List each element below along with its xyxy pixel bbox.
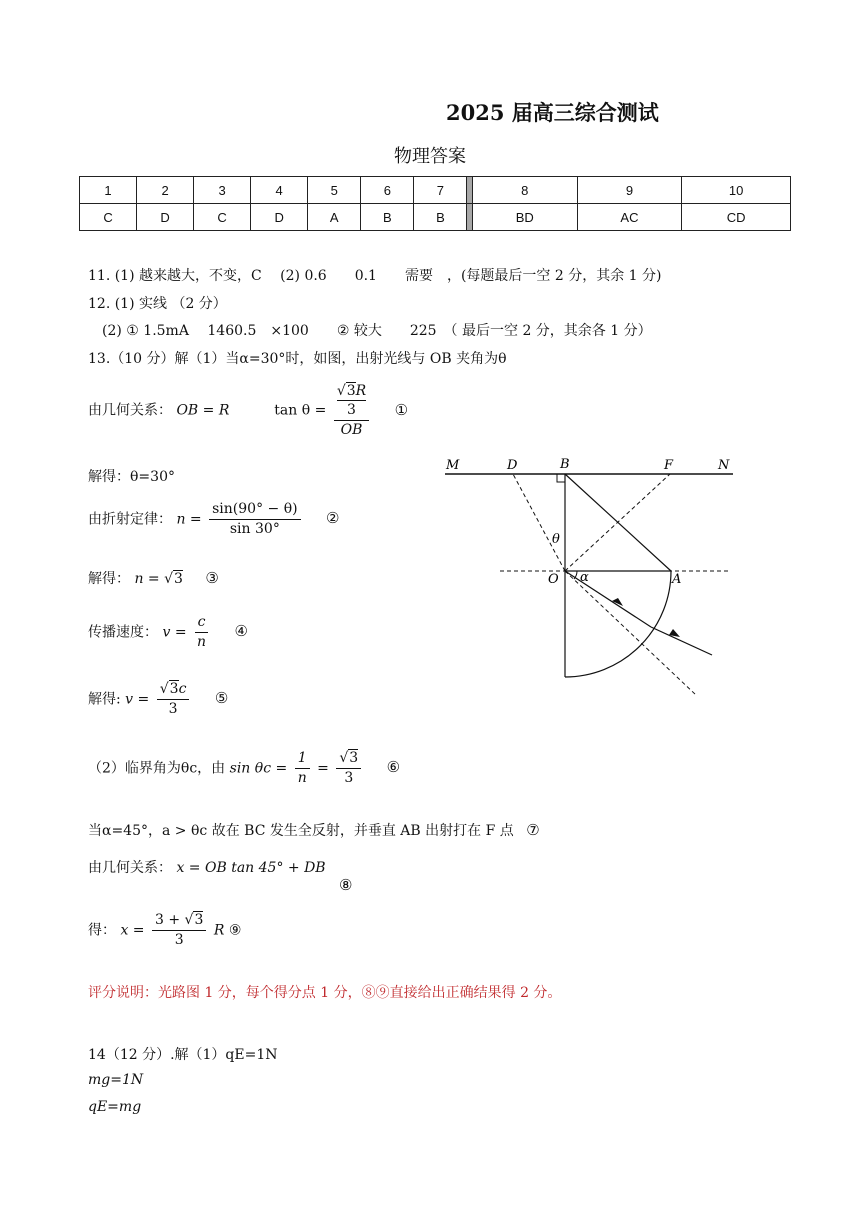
table-cell: A [308,204,361,231]
label-alpha: α [580,570,589,585]
q11-answer: 11. (1) 越来越大，不变，C (2) 0.6 0.1 需要 ，(每题最后一空 2 分，其余 1 分) [88,268,662,284]
label-b: B [560,457,570,472]
answer-table [79,176,791,231]
table-cell: 6 [361,177,414,204]
q14-line2: mg=1N [88,1072,144,1088]
score-mark: ⑧ [339,876,353,894]
q13-solve-v: 解得: v = $\frac{√3c}{3}$ ⑤ [88,681,229,717]
q14-line3: qE=mg [88,1099,142,1115]
fraction: $\frac{3 + √3}{3}$ [152,912,206,949]
score-mark: ③ [205,569,219,587]
fraction: $\frac{c}{n}$ [194,614,209,651]
q13-part2-line: （2）临界角为θc，由 sin θc = $\frac{1}{n}$ = $\frac{√3}{3}$ ⑥ [88,750,401,786]
quarter-arc [565,571,671,677]
label-m: M [446,458,460,473]
table-cell: B [414,204,467,231]
table-row-answers [80,204,791,231]
label-a: A [672,572,682,587]
q13-solve-theta: 解得：θ=30° [88,469,175,485]
table-row-numbers [80,177,791,204]
q13-speed-line: 传播速度： v = $\frac{c}{n}$ ④ [88,614,248,650]
table-cell: D [251,204,308,231]
q13-solve-n: 解得： n = √3 ③ [88,569,219,587]
score-mark: ⑥ [386,758,401,777]
score-mark: ⑤ [214,689,229,708]
page-subtitle: 物理答案 [394,146,466,167]
table-cell: CD [682,204,791,231]
label-n: N [718,458,730,473]
table-cell: AC [577,204,682,231]
label-theta: θ [552,532,560,547]
internal-ray [565,571,651,627]
fraction: $\frac{√3}{3}$ [336,750,361,787]
q12-line1: 12. (1) 实线 （2 分） [88,296,227,312]
table-cell: 5 [308,177,361,204]
score-mark: ⑨ [228,922,242,939]
q13-geometry-line [88,383,408,438]
alpha-arc [574,571,577,579]
q13-total-reflection-line: 当α=45°，a > θc 故在 BC 发生全反射，并垂直 AB 出射打在 F 点 ⑦ [88,821,540,839]
label-f: F [664,458,674,473]
table-cell: 7 [414,177,467,204]
table-cell: 9 [577,177,682,204]
equation: OB = R [176,402,230,419]
optics-diagram [440,455,740,700]
label: 由几何关系： [88,402,172,419]
incident-ray [651,627,712,655]
table-cell: C [80,204,137,231]
table-cell: 3 [194,177,251,204]
table-cell: 4 [251,177,308,204]
page-title: 2025 届高三综合测试 [446,100,659,125]
table-cell: 8 [472,177,577,204]
q12-line2: (2) ① 1.5mA 1460.5 ×100 ② 较大 225 （ 最后一空 2 分，其余各 1 分） [102,323,652,339]
table-cell: 1 [80,177,137,204]
table-cell: C [194,204,251,231]
score-mark: ① [394,400,409,419]
label-d: D [507,458,518,473]
fraction: $\frac{1}{n}$ [295,750,310,787]
q13-refraction-line: 由折射定律： n = $\frac{\sin(90^\circ - \theta)}{\sin 30^\circ}$ ② [88,501,340,537]
score-mark: ② [326,509,340,528]
equation-lhs: tan θ = [274,402,327,419]
od-dashed-line [513,474,565,571]
table-cell: 10 [682,177,791,204]
fraction: $\frac{\frac{√3R}{3}}{OB}$ [334,383,369,438]
label-o: O [548,572,559,587]
q13-final-line: 得： x = $\frac{3 + √3}{3}$ R ⑨ [88,912,242,948]
right-angle-mark [557,474,565,482]
q14-line1: 14（12 分）.解（1）qE=1N [88,1047,278,1063]
q13-intro: 13.（10 分）解（1）当α=30°时，如图，出射光线与 OB 夹角为θ [88,351,507,367]
fraction: $\frac{\sin(90^\circ - \theta)}{\sin 30^\circ}$ [209,501,300,538]
table-cell: D [137,204,194,231]
table-cell: BD [472,204,577,231]
table-cell: 2 [137,177,194,204]
scoring-note: 评分说明：光路图 1 分，每个得分点 1 分，⑧⑨直接给出正确结果得 2 分。 [88,985,562,1001]
score-mark: ⑦ [526,821,540,839]
fraction: $\frac{√3c}{3}$ [157,681,190,718]
score-mark: ④ [234,622,248,641]
table-cell: B [361,204,414,231]
q13-geometry2-line: 由几何关系： x = OB tan 45° + DB [88,860,326,876]
